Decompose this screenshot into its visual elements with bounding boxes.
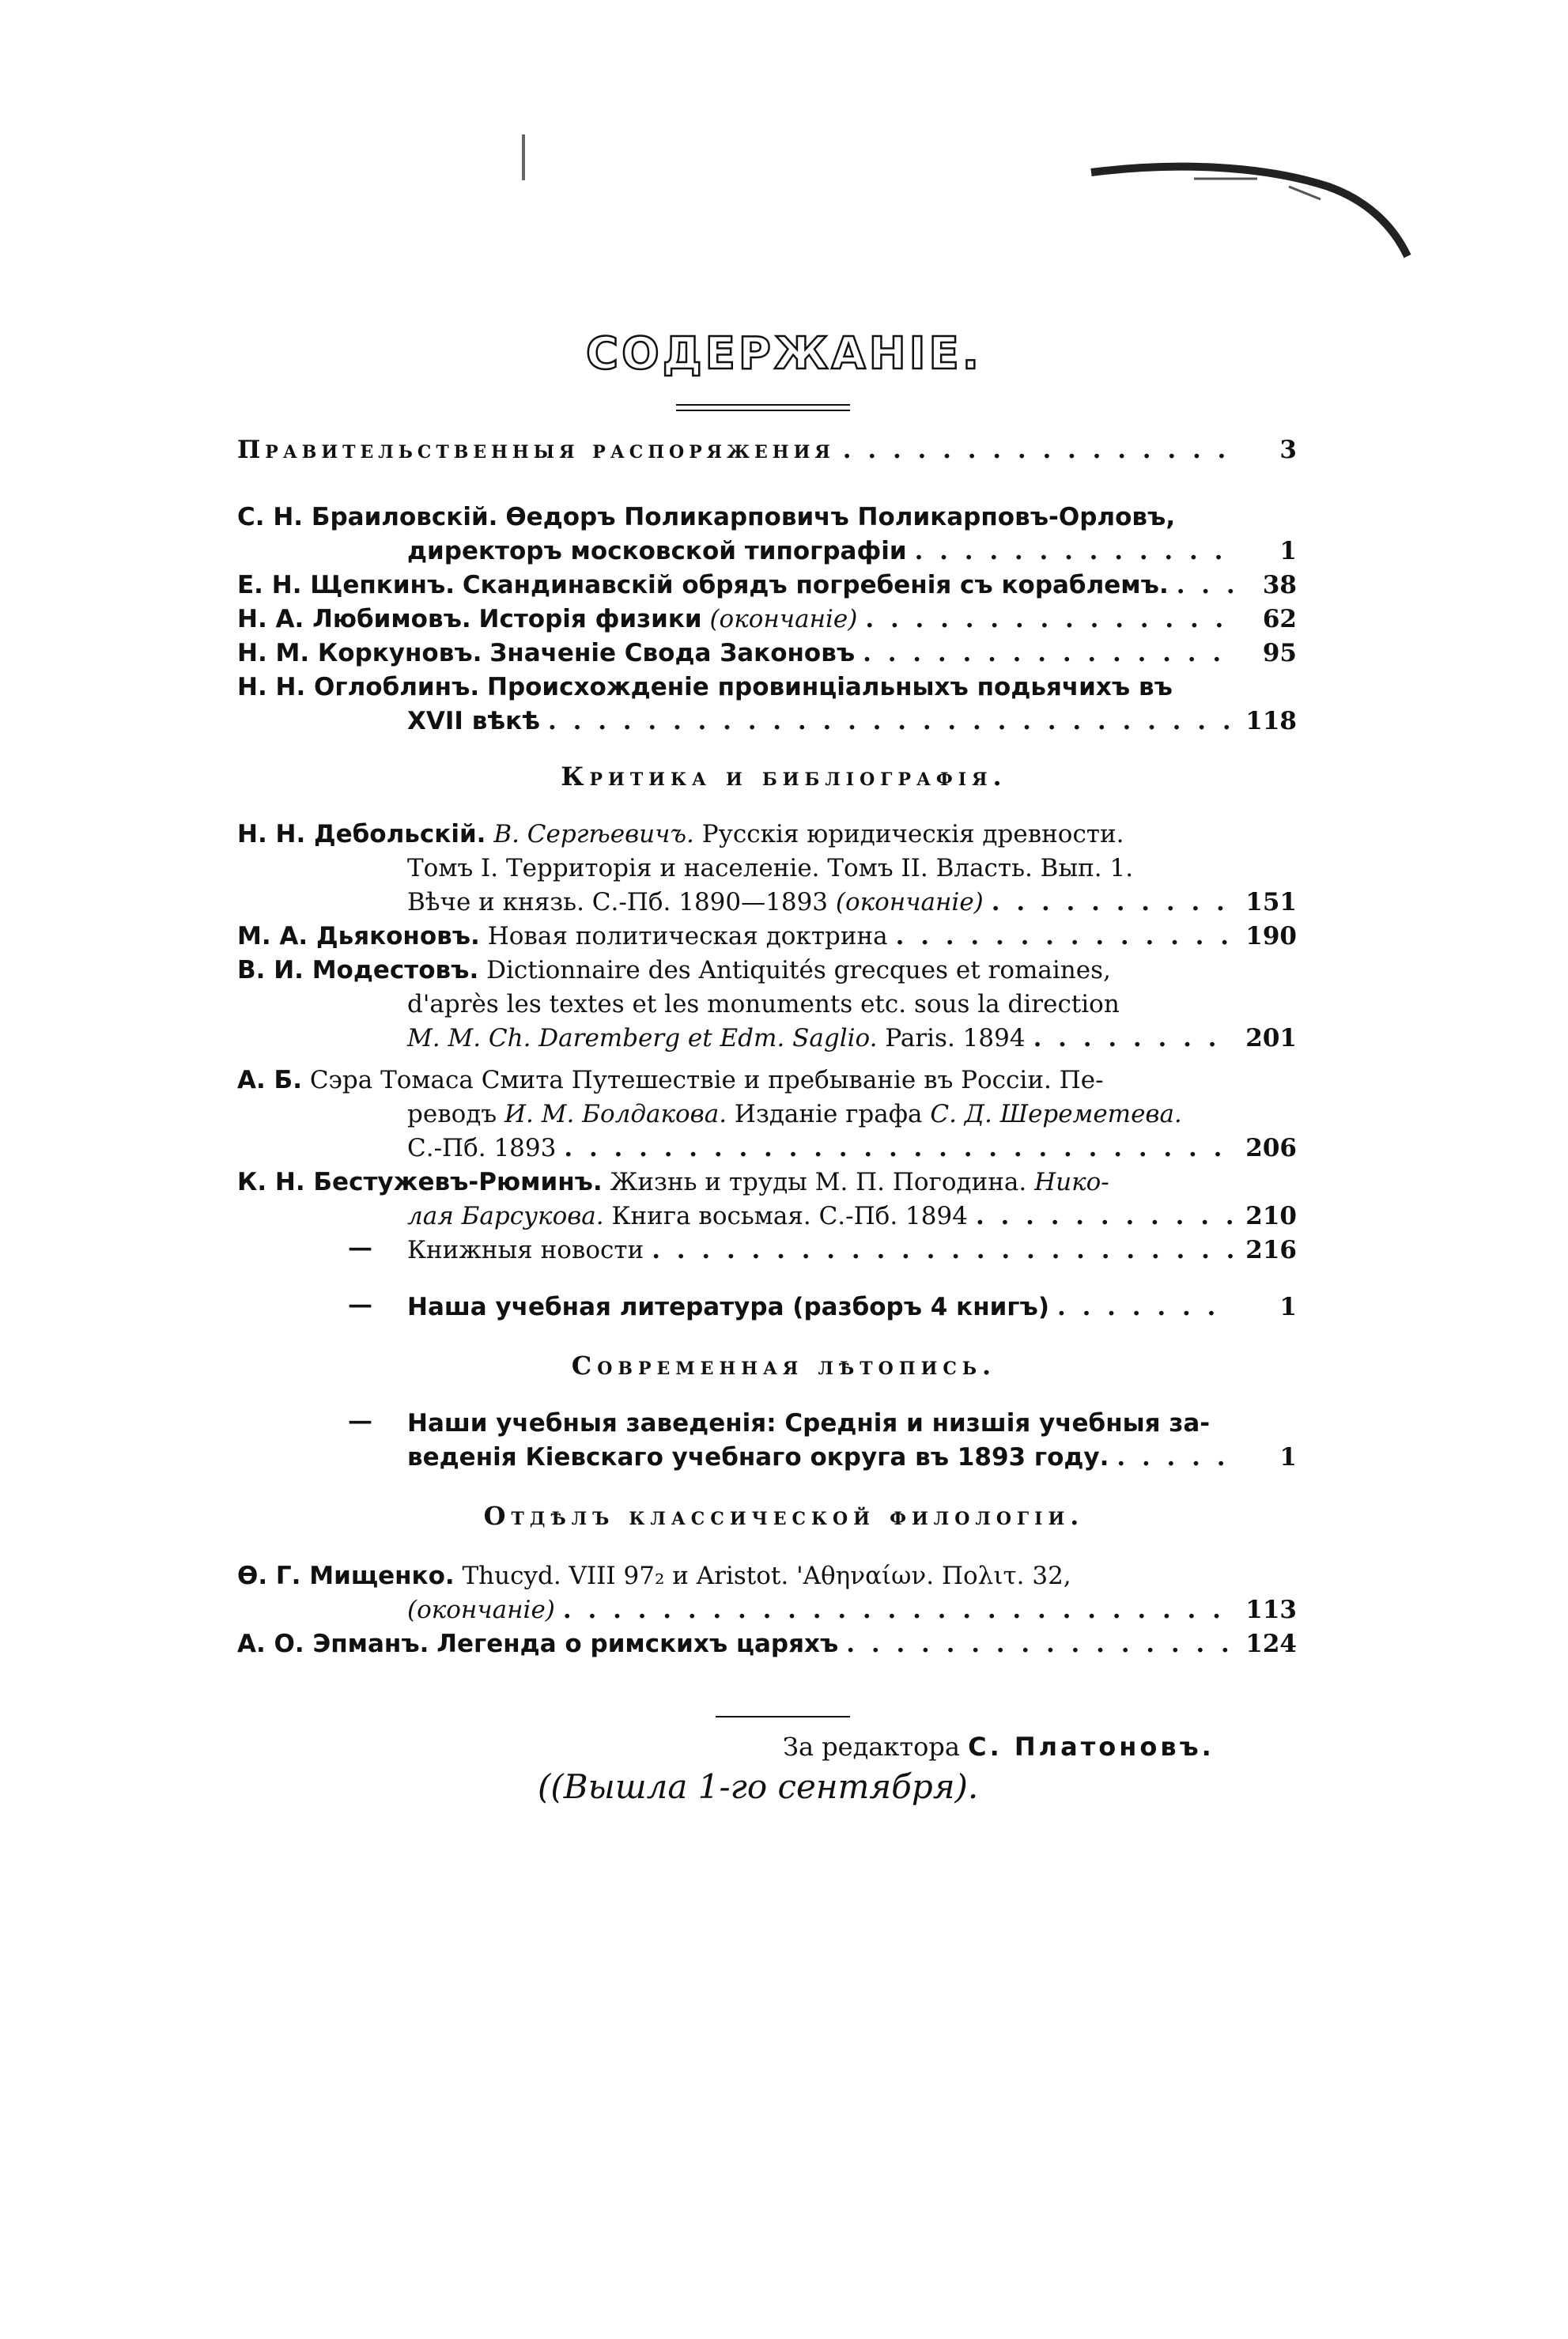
entry-title: директоръ московской типографіи: [407, 537, 907, 565]
toc-row: [237, 637, 1297, 671]
toc-row: [407, 1407, 1297, 1441]
toc-row: [407, 1200, 1297, 1234]
author: Е. Н. Щепкинъ.: [237, 571, 455, 599]
entry-title: Thucyd. VIII 97₂ и Aristot. 'Αθηναίων. Πολιτ. 32,: [462, 1562, 1071, 1590]
author: Н. Н. Дебольскій.: [237, 820, 486, 848]
toc-row: [407, 1022, 1297, 1056]
toc-row: [407, 886, 1297, 920]
cited-author: В. Сергѣевичъ.: [493, 820, 694, 848]
entry-title: Происхожденіе провинціальныхъ подьячихъ въ: [487, 673, 1173, 701]
entry-title: С.-Пб. 1893: [407, 1134, 557, 1162]
note: (окончаніе): [709, 605, 858, 633]
page-number: 124: [1245, 1630, 1297, 1658]
toc-row: [237, 501, 1297, 535]
section-chronicle: Современная лѣтопись.: [571, 1351, 997, 1381]
leader-dots: [992, 886, 1234, 920]
toc-row: [237, 603, 1297, 637]
toc-row: [407, 1098, 1297, 1132]
toc-row: [237, 1166, 1297, 1200]
entry-title: Исторія физики: [478, 605, 702, 633]
dash: —: [348, 1290, 372, 1319]
toc-row: [237, 818, 1297, 852]
page-number: 210: [1245, 1202, 1297, 1230]
entry-title: Paris. 1894: [885, 1024, 1026, 1052]
entry-title: XVII вѣкѣ: [407, 707, 541, 735]
entry-title: Жизнь и труды М. П. Погодина.: [610, 1168, 1027, 1196]
entry-title: Наши учебныя заведенія: Среднія и низшія учебныя за-: [407, 1409, 1211, 1438]
page-number: 1: [1279, 1443, 1297, 1472]
leader-dots: [863, 637, 1234, 671]
author: В. И. Модестовъ.: [237, 956, 479, 984]
toc-row: [407, 988, 1297, 1022]
entry-title: Русскія юридическія древности.: [701, 820, 1124, 848]
entry-title: реводъ: [407, 1100, 497, 1128]
author: Н. А. Любимовъ.: [237, 605, 471, 633]
leader-dots: [976, 1200, 1234, 1234]
editor-name: С. Платоновъ.: [968, 1732, 1215, 1762]
page-number: 118: [1245, 707, 1297, 735]
entry-title: Книжныя новости: [407, 1236, 644, 1264]
toc-row: [237, 1627, 1297, 1661]
toc-row: [237, 433, 1297, 467]
toc-row: [407, 1441, 1297, 1475]
toc-row: [237, 569, 1297, 603]
handwritten-note: ((Вышла 1-го сентября).: [538, 1767, 979, 1806]
author: М. А. Дьяконовъ.: [237, 922, 480, 950]
cited-author: С. Д. Шереметева.: [930, 1100, 1182, 1128]
page-number: 95: [1262, 639, 1297, 667]
page-number: 1: [1279, 537, 1297, 565]
entry-title: d'après les textes et les monuments etc. sous la direction: [407, 990, 1120, 1018]
entry-title: Изданіе графа: [734, 1100, 923, 1128]
section-criticism: Критика и библіографія.: [561, 761, 1007, 792]
entry-title: Книга восьмая. С.-Пб. 1894: [611, 1202, 968, 1230]
author: Н. М. Коркуновъ.: [237, 639, 482, 667]
section-government: Правительственныя распоряжения: [237, 436, 835, 464]
entry-title: Өедоръ Поликарповичъ Поликарповъ-Орловъ,: [505, 503, 1176, 531]
title-rule: [676, 404, 850, 411]
leader-dots: [1116, 1441, 1234, 1475]
scan-corner-mark: [1083, 155, 1415, 266]
dash: —: [348, 1407, 372, 1435]
entry-title: Вѣче и князь. С.-Пб. 1890—1893: [407, 888, 829, 916]
page-number: 216: [1245, 1236, 1297, 1264]
note: (окончаніе): [835, 888, 984, 916]
cited-author: лая Барсукова.: [407, 1202, 604, 1230]
toc-row: [407, 1290, 1297, 1324]
toc-row: [237, 1559, 1297, 1593]
author: А. О. Эпманъ.: [237, 1630, 429, 1658]
toc-row: [407, 535, 1297, 569]
author: С. Н. Браиловскій.: [237, 503, 498, 531]
entry-title: Значеніе Свода Законовъ: [489, 639, 856, 667]
note: (окончаніе): [407, 1596, 555, 1624]
toc-row: [237, 671, 1297, 705]
dash: —: [348, 1234, 372, 1262]
toc-row: [407, 1234, 1297, 1268]
entry-title: Томъ I. Территорія и населеніе. Томъ II. Власть. Вып. 1.: [407, 854, 1134, 882]
page-number: 113: [1245, 1596, 1297, 1624]
page-number: 1: [1279, 1293, 1297, 1321]
end-rule: [716, 1716, 850, 1717]
author: А. Б.: [237, 1066, 302, 1094]
leader-dots: [865, 603, 1234, 637]
leader-dots: [564, 1132, 1234, 1166]
entry-title: Наша учебная литература (разборъ 4 книгъ): [407, 1293, 1050, 1321]
scan-mark: [522, 134, 525, 180]
author: Ө. Г. Мищенко.: [237, 1562, 455, 1590]
toc-row: [237, 954, 1297, 988]
page-title: СОДЕРЖАНІЕ.: [586, 328, 982, 380]
entry-title: Dictionnaire des Antiquités grecques et romaines,: [486, 956, 1111, 984]
section-classics: Отдѣлъ классической филологіи.: [483, 1501, 1085, 1531]
toc-row: [407, 852, 1297, 886]
leader-dots: [652, 1234, 1234, 1268]
page-number: 206: [1245, 1134, 1297, 1162]
author: Н. Н. Оглоблинъ.: [237, 673, 480, 701]
toc-row: [237, 920, 1297, 954]
toc-row: [407, 705, 1297, 739]
leader-dots: [915, 535, 1234, 569]
editor-label: За редактора: [783, 1732, 960, 1762]
cited-author: Нико-: [1034, 1168, 1109, 1196]
leader-dots: [1033, 1022, 1234, 1056]
leader-dots: [843, 433, 1234, 467]
toc-row: [407, 1593, 1297, 1627]
cited-author: M. M. Ch. Daremberg et Edm. Saglio.: [407, 1024, 878, 1052]
entry-title: Новая политическая доктрина: [487, 922, 888, 950]
page-number: 3: [1279, 436, 1297, 464]
leader-dots: [548, 705, 1234, 739]
editor-signature: [783, 1732, 1215, 1762]
entry-title: веденія Кіевскаго учебнаго округа въ 1893 году.: [407, 1443, 1109, 1472]
leader-dots: [846, 1627, 1234, 1661]
author: К. Н. Бестужевъ-Рюминъ.: [237, 1168, 603, 1196]
page-number: 190: [1245, 922, 1297, 950]
leader-dots: [1057, 1290, 1234, 1324]
entry-title: Легенда о римскихъ царяхъ: [436, 1630, 839, 1658]
page-number: 151: [1245, 888, 1297, 916]
toc-row: [407, 1132, 1297, 1166]
page-number: 38: [1262, 571, 1297, 599]
entry-title: Скандинавскій обрядъ погребенія съ кораблемъ.: [462, 571, 1169, 599]
leader-dots: [563, 1593, 1234, 1627]
entry-title: Сэра Томаса Смита Путешествіе и пребываніе въ Россіи. Пе-: [309, 1066, 1104, 1094]
leader-dots: [896, 920, 1234, 954]
page-number: 201: [1245, 1024, 1297, 1052]
toc-row: [237, 1064, 1297, 1098]
leader-dots: [1177, 569, 1234, 603]
page-number: 62: [1262, 605, 1297, 633]
cited-author: И. М. Болдакова.: [504, 1100, 727, 1128]
